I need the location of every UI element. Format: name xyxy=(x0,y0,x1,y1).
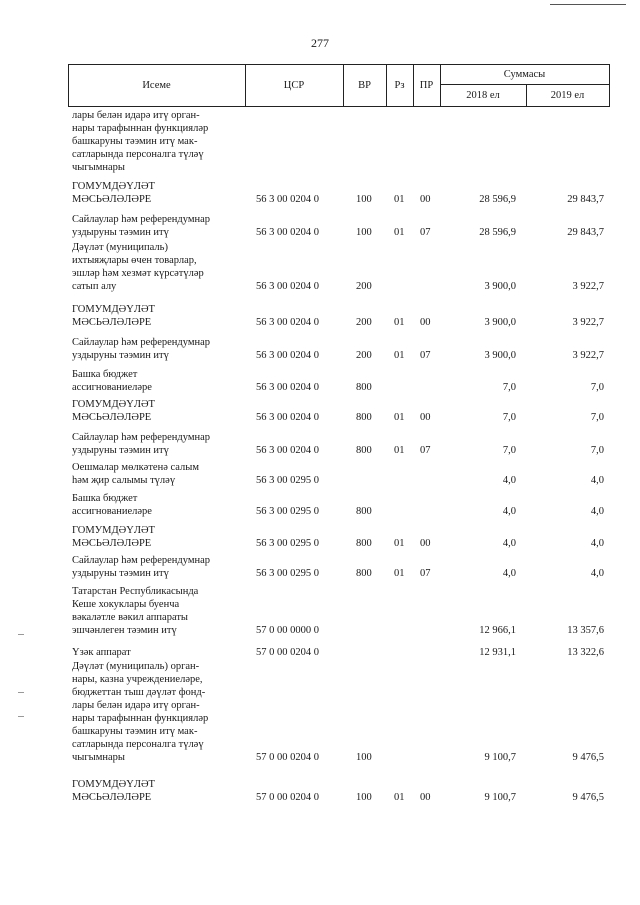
header-vr: ВР xyxy=(358,79,371,91)
page-number: 277 xyxy=(311,36,329,50)
row-2019: 13 322,6 xyxy=(567,647,604,658)
row-csr: 56 3 00 0204 0 xyxy=(256,227,319,238)
row-rz: 01 xyxy=(394,317,405,328)
row-2019: 3 922,7 xyxy=(572,317,604,328)
table-header xyxy=(68,64,610,106)
row-2019: 3 922,7 xyxy=(572,281,604,292)
row-csr: 57 0 00 0000 0 xyxy=(256,625,319,636)
row-pr: 07 xyxy=(420,350,431,361)
row-csr: 56 3 00 0204 0 xyxy=(256,445,319,456)
table-row xyxy=(0,524,640,554)
row-2019: 4,0 xyxy=(590,568,604,579)
row-2018: 28 596,9 xyxy=(479,227,516,238)
row-vr: 800 xyxy=(356,445,372,456)
row-2018: 7,0 xyxy=(502,412,516,423)
row-vr: 800 xyxy=(356,506,372,517)
row-name: Үзәк аппарат xyxy=(72,647,131,658)
table-row xyxy=(0,368,640,398)
row-vr: 100 xyxy=(356,792,372,803)
row-2019: 3 922,7 xyxy=(572,350,604,361)
row-csr: 56 3 00 0204 0 xyxy=(256,350,319,361)
row-2018: 3 900,0 xyxy=(484,350,516,361)
row-vr: 100 xyxy=(356,194,372,205)
row-2018: 28 596,9 xyxy=(479,194,516,205)
table-row xyxy=(0,213,640,241)
row-vr: 100 xyxy=(356,227,372,238)
row-rz: 01 xyxy=(394,194,405,205)
table-row xyxy=(0,492,640,524)
row-rz: 01 xyxy=(394,350,405,361)
header-name: Исеме xyxy=(142,79,171,91)
row-name: ГОМУМДӘҮЛӘТ МӘСЬӘЛӘЛӘРЕ xyxy=(72,779,155,803)
row-2018: 4,0 xyxy=(502,538,516,549)
row-name: ГОМУМДӘҮЛӘТ МӘСЬӘЛӘЛӘРЕ xyxy=(72,304,155,328)
row-vr: 800 xyxy=(356,382,372,393)
row-2018: 12 966,1 xyxy=(479,625,516,636)
table-row xyxy=(0,585,640,646)
row-2019: 9 476,5 xyxy=(572,752,604,763)
row-2019: 7,0 xyxy=(590,412,604,423)
table-row xyxy=(0,646,640,660)
row-pr: 07 xyxy=(420,227,431,238)
table-body xyxy=(0,109,640,808)
row-2018: 4,0 xyxy=(502,568,516,579)
table-row xyxy=(0,109,640,180)
table-row xyxy=(0,398,640,431)
row-name: ГОМУМДӘҮЛӘТ МӘСЬӘЛӘЛӘРЕ xyxy=(72,399,155,423)
row-vr: 800 xyxy=(356,412,372,423)
row-csr: 57 0 00 0204 0 xyxy=(256,792,319,803)
row-name: Башка бюджет ассигнованиеләре xyxy=(72,493,152,517)
margin-tick xyxy=(18,634,24,635)
row-pr: 07 xyxy=(420,445,431,456)
table-row xyxy=(0,461,640,492)
row-csr: 56 3 00 0295 0 xyxy=(256,506,319,517)
row-name: ГОМУМДӘҮЛӘТ МӘСЬӘЛӘЛӘРЕ xyxy=(72,181,155,205)
row-pr: 00 xyxy=(420,538,431,549)
row-2019: 7,0 xyxy=(590,382,604,393)
header-year-2018: 2018 ел xyxy=(466,89,500,101)
row-name: Башка бюджет ассигнованиеләре xyxy=(72,369,152,393)
table-row xyxy=(0,180,640,213)
table-row xyxy=(0,660,640,778)
row-pr: 00 xyxy=(420,792,431,803)
margin-tick xyxy=(18,716,24,717)
header-pr: ПР xyxy=(419,79,434,91)
row-vr: 200 xyxy=(356,317,372,328)
table-row xyxy=(0,336,640,368)
row-name: Сайлаулар һәм референдумнар уздыруны тәэмин итү xyxy=(72,214,211,238)
header-csr: ЦСР xyxy=(283,79,305,91)
row-2019: 4,0 xyxy=(590,506,604,517)
row-csr: 57 0 00 0204 0 xyxy=(256,647,319,658)
table-row xyxy=(0,554,640,585)
row-2018: 7,0 xyxy=(502,382,516,393)
header-sums: Суммасы xyxy=(503,68,546,80)
row-name: Сайлаулар һәм референдумнар уздыруны тәэмин итү xyxy=(72,337,211,361)
row-vr: 200 xyxy=(356,350,372,361)
row-csr: 56 3 00 0295 0 xyxy=(256,568,319,579)
row-pr: 00 xyxy=(420,317,431,328)
row-csr: 56 3 00 0204 0 xyxy=(256,412,319,423)
row-2018: 3 900,0 xyxy=(484,281,516,292)
row-csr: 56 3 00 0295 0 xyxy=(256,475,319,486)
row-vr: 800 xyxy=(356,538,372,549)
row-vr: 200 xyxy=(356,281,372,292)
header-rz: Рз xyxy=(394,79,405,91)
row-2019: 4,0 xyxy=(590,538,604,549)
row-2018: 4,0 xyxy=(502,475,516,486)
row-name: лары белән идарә итү орган- нары тарафыннан функцияләр башкаруны тәэмин итү мак- сатларында персоналга түләү чыгымнары xyxy=(72,110,209,173)
row-csr: 56 3 00 0204 0 xyxy=(256,194,319,205)
row-2018: 12 931,1 xyxy=(479,647,516,658)
row-2018: 9 100,7 xyxy=(484,792,516,803)
row-csr: 56 3 00 0204 0 xyxy=(256,382,319,393)
row-2018: 4,0 xyxy=(502,506,516,517)
row-2019: 7,0 xyxy=(590,445,604,456)
table-row xyxy=(0,241,640,303)
row-2019: 29 843,7 xyxy=(567,194,604,205)
row-2018: 3 900,0 xyxy=(484,317,516,328)
row-csr: 56 3 00 0295 0 xyxy=(256,538,319,549)
row-name: Дәүләт (муниципаль) ихтыяҗлары өчен товарлар, эшләр һәм хезмәт күрсәтүләр сатып алу xyxy=(72,242,204,292)
table-row xyxy=(0,303,640,336)
row-csr: 56 3 00 0204 0 xyxy=(256,317,319,328)
corner-scan-mark xyxy=(550,4,626,5)
row-name: Сайлаулар һәм референдумнар уздыруны тәэмин итү xyxy=(72,432,211,456)
row-2019: 13 357,6 xyxy=(567,625,604,636)
row-vr: 800 xyxy=(356,568,372,579)
row-name: ГОМУМДӘҮЛӘТ МӘСЬӘЛӘЛӘРЕ xyxy=(72,525,155,549)
row-pr: 07 xyxy=(420,568,431,579)
margin-tick xyxy=(18,692,24,693)
row-name: Сайлаулар һәм референдумнар уздыруны тәэмин итү xyxy=(72,555,211,579)
table-row xyxy=(0,431,640,461)
row-rz: 01 xyxy=(394,538,405,549)
row-rz: 01 xyxy=(394,412,405,423)
row-rz: 01 xyxy=(394,227,405,238)
row-vr: 100 xyxy=(356,752,372,763)
row-2019: 29 843,7 xyxy=(567,227,604,238)
row-2018: 7,0 xyxy=(502,445,516,456)
row-pr: 00 xyxy=(420,412,431,423)
row-rz: 01 xyxy=(394,792,405,803)
row-name: Дәүләт (муниципаль) орган- нары, казна учреждениеләре, бюджеттан тыш дәүләт фонд- лары белән идарә итү орган- нары тарафыннан функцияләр башкаруны тәэмин итү мак- сатларында персоналга түләү чыгымнары xyxy=(72,661,209,763)
row-2019: 9 476,5 xyxy=(572,792,604,803)
table-row xyxy=(0,778,640,808)
row-csr: 56 3 00 0204 0 xyxy=(256,281,319,292)
row-name: Оешмалар мөлкәтенә салым һәм җир салымы түләү xyxy=(72,462,199,486)
row-rz: 01 xyxy=(394,568,405,579)
row-2018: 9 100,7 xyxy=(484,752,516,763)
row-name: Татарстан Республикасында Кеше хокуклары буенча вәкаләтле вәкил аппараты эшчәнлеген тәэмин итү xyxy=(72,586,199,636)
header-year-2019: 2019 ел xyxy=(550,89,585,101)
row-pr: 00 xyxy=(420,194,431,205)
row-2019: 4,0 xyxy=(590,475,604,486)
row-csr: 57 0 00 0204 0 xyxy=(256,752,319,763)
row-rz: 01 xyxy=(394,445,405,456)
